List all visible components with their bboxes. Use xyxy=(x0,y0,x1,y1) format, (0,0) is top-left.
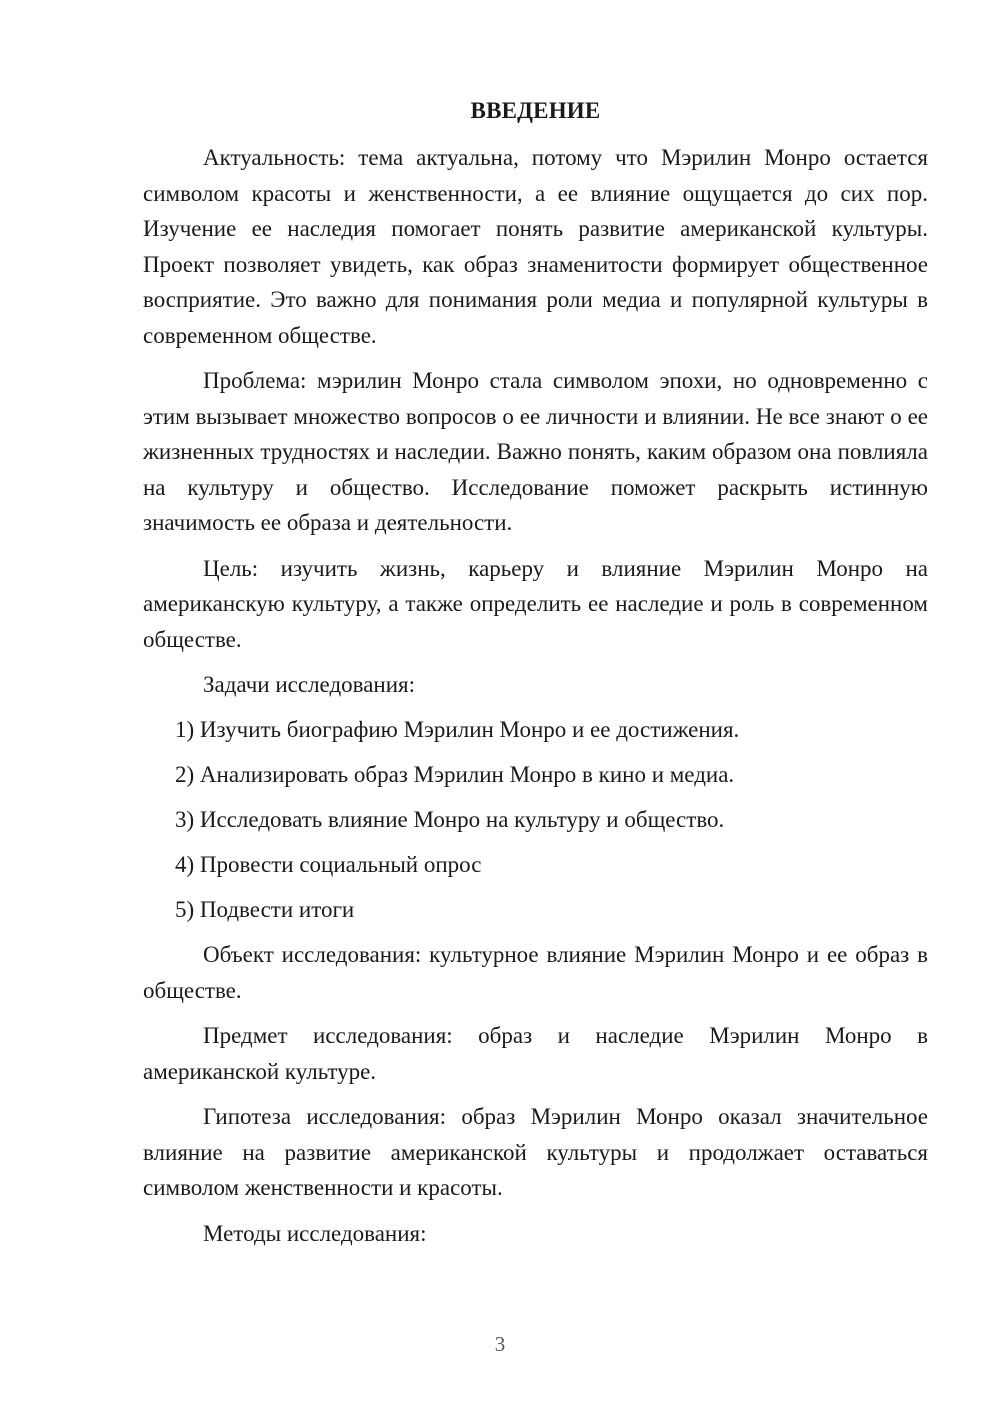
subject-paragraph: Предмет исследования: образ и наследие Мэрилин Монро в американской культуре. xyxy=(143,1023,928,1084)
tasks-list xyxy=(143,712,928,928)
page-content xyxy=(143,96,928,1261)
methods-heading: Методы исследования: xyxy=(203,1220,427,1246)
hypothesis-paragraph: Гипотеза исследования: образ Мэрилин Монро оказал значительное влияние на развитие американской культуры и продолжает оставаться символом женственности и красоты. xyxy=(143,1104,928,1200)
list-item: 3) Исследовать влияние Монро на культуру и общество. xyxy=(175,807,725,832)
tasks-heading: Задачи исследования: xyxy=(203,672,416,697)
page-title: ВВЕДЕНИЕ xyxy=(470,98,601,123)
list-item: 4) Провести социальный опрос xyxy=(175,852,482,877)
goal-paragraph: Цель: изучить жизнь, карьеру и влияние Мэрилин Монро на американскую культуру, а также определить ее наследие и роль в современном обществе. xyxy=(143,555,928,652)
object-paragraph: Объект исследования: культурное влияние Мэрилин Монро и ее образ в обществе. xyxy=(143,942,928,1003)
list-item: 5) Подвести итоги xyxy=(175,897,355,922)
page-number: 3 xyxy=(494,1332,506,1356)
list-item: 1) Изучить биографию Мэрилин Монро и ее достижения. xyxy=(175,717,740,742)
relevance-paragraph: Актуальность: тема актуальна, потому что Мэрилин Монро остается символом красоты и женственности, а ее влияние ощущается до сих пор. Изучение ее наследия помогает понять развитие американской культуры. Проект позволяет увидеть, как образ знаменитости формирует общественное восприятие. Это важно для понимания роли медиа и популярной культуры в современном обществе. xyxy=(143,145,928,348)
list-item: 2) Анализировать образ Мэрилин Монро в кино и медиа. xyxy=(175,762,735,787)
problem-paragraph: Проблема: мэрилин Монро стала символом эпохи, но одновременно с этим вызывает множество вопросов о ее личности и влиянии. Не все знают о ее жизненных трудностях и наследии. Важно понять, каким образом она повлияла на культуру и общество. Исследование поможет раскрыть истинную значимость ее образа и деятельности. xyxy=(143,368,928,535)
